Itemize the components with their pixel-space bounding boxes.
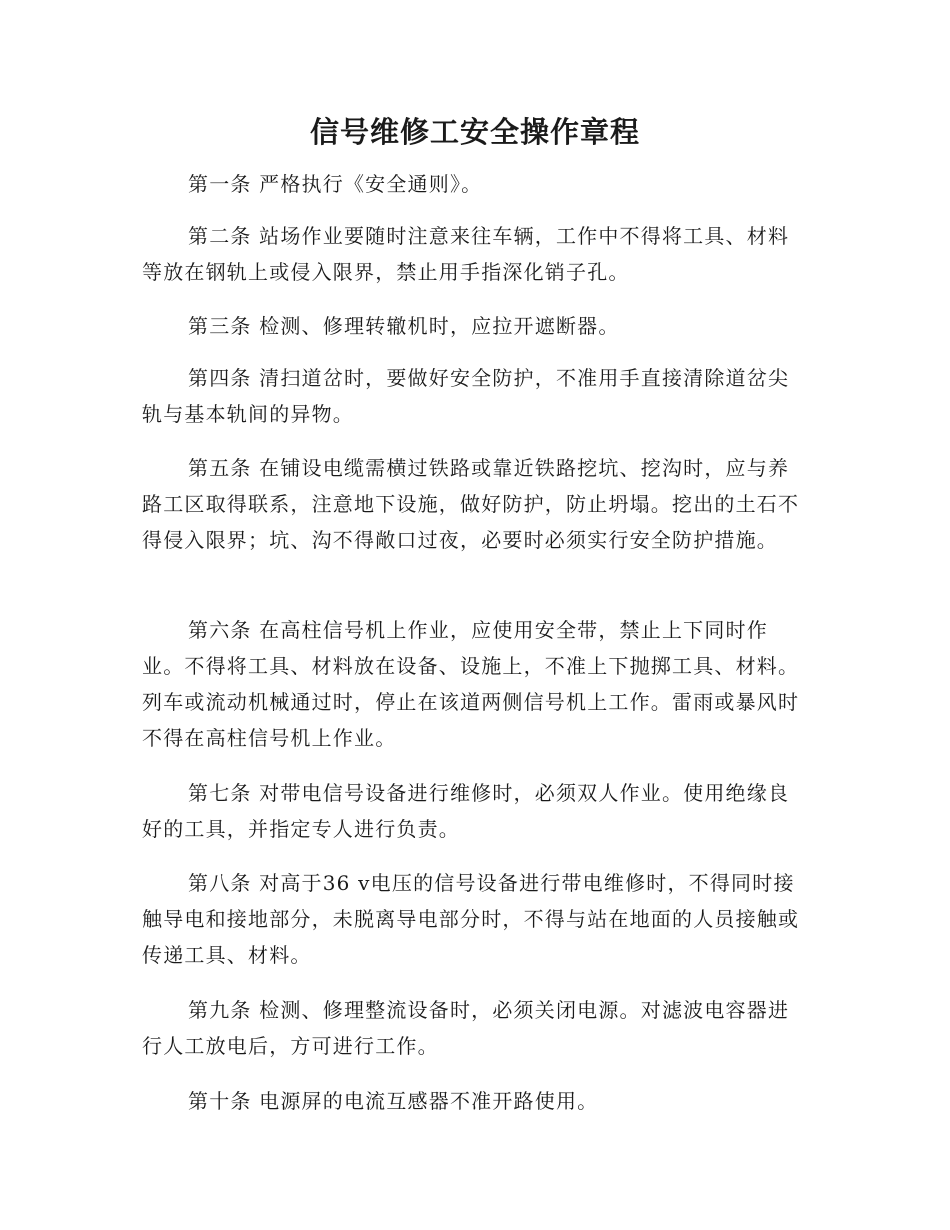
article-1: 第一条 严格执行《安全通则》。: [188, 172, 483, 196]
article-9: 第九条 检测、修理整流设备时，必须关闭电源。对滤波电容器进行人工放电后，方可进行工作。: [142, 998, 790, 1058]
article-8: 第八条 对高于36 v电压的信号设备进行带电维修时，不得同时接触导电和接地部分，未脱离导电部分时，不得与站在地面的人员接触或传递工具、材料。: [142, 871, 800, 967]
article-6: 第六条 在高柱信号机上作业，应使用安全带，禁止上下同时作业。不得将工具、材料放在设备、设施上，不准上下抛掷工具、材料。列车或流动机械通过时，停止在该道两侧信号机上工作。雷雨或暴风时不得在高柱信号机上作业。: [142, 618, 800, 750]
article-3: 第三条 检测、修理转辙机时，应拉开遮断器。: [188, 314, 620, 338]
article-7: 第七条 对带电信号设备进行维修时，必须双人作业。使用绝缘良好的工具，并指定专人进行负责。: [142, 781, 790, 841]
article-10: 第十条 电源屏的电流互感器不准开路使用。: [188, 1089, 599, 1113]
document-title: 信号维修工安全操作章程: [309, 115, 640, 149]
article-5: 第五条 在铺设电缆需横过铁路或靠近铁路挖坑、挖沟时，应与养路工区取得联系，注意地下设施，做好防护，防止坍塌。挖出的土石不得侵入限界；坑、沟不得敞口过夜，必要时必须实行安全防护措施。: [142, 456, 800, 552]
article-4: 第四条 清扫道岔时，要做好安全防护，不准用手直接清除道岔尖轨与基本轨间的异物。: [142, 366, 790, 426]
article-2: 第二条 站场作业要随时注意来往车辆，工作中不得将工具、材料等放在钢轨上或侵入限界，禁止用手指深化销子孔。: [142, 224, 790, 284]
